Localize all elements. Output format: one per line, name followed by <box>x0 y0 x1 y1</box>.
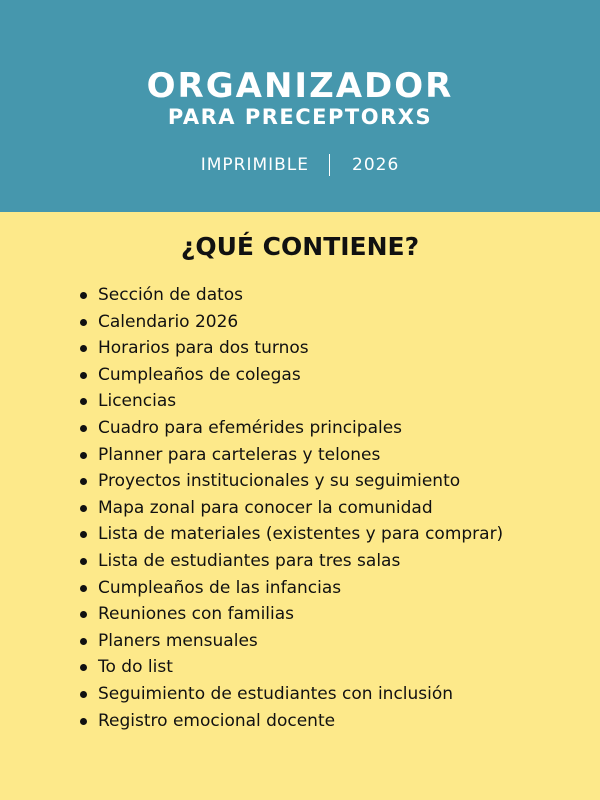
bullet-icon <box>80 292 87 299</box>
bullet-icon <box>80 585 87 592</box>
list-item <box>80 362 503 389</box>
section-title: ¿QUÉ CONTIENE? <box>180 232 420 261</box>
list-item-label: To do list <box>98 657 173 678</box>
bullet-icon <box>80 425 87 432</box>
list-item <box>80 442 503 469</box>
header-banner <box>0 0 600 212</box>
list-item-label: Calendario 2026 <box>98 311 239 332</box>
list-item <box>80 654 503 681</box>
bullet-icon <box>80 345 87 352</box>
list-item <box>80 575 503 602</box>
bullet-icon <box>80 718 87 725</box>
list-item <box>80 282 503 309</box>
bullet-icon <box>80 478 87 485</box>
list-item-label: Sección de datos <box>98 285 244 305</box>
list-item <box>80 708 503 735</box>
list-item <box>80 388 503 415</box>
title-main: ORGANIZADOR <box>146 66 454 106</box>
list-item-label: Proyectos institucionales y su seguimiento <box>98 471 461 492</box>
contents-section <box>0 212 600 800</box>
list-item-label: Cuadro para efemérides principales <box>98 417 403 438</box>
list-item-label: Mapa zonal para conocer la comunidad <box>98 497 433 518</box>
bullet-icon <box>80 691 87 698</box>
list-item-label: Horarios para dos turnos <box>98 338 309 359</box>
bullet-icon <box>80 558 87 565</box>
list-item-label: Lista de estudiantes para tres salas <box>98 550 401 571</box>
list-item-label: Planers mensuales <box>98 630 258 651</box>
meta-line <box>0 154 600 176</box>
bullet-icon <box>80 398 87 405</box>
list-item <box>80 601 503 628</box>
list-item <box>80 521 503 548</box>
list-item <box>80 468 503 495</box>
list-item-label: Registro emocional docente <box>98 710 336 731</box>
list-item-label: Cumpleaños de las infancias <box>98 577 342 598</box>
bullet-icon <box>80 319 87 326</box>
list-item-label: Licencias <box>98 391 177 412</box>
bullet-icon <box>80 452 87 459</box>
list-item <box>80 335 503 362</box>
bullet-icon <box>80 664 87 671</box>
list-item <box>80 548 503 575</box>
format-label: IMPRIMIBLE <box>200 155 310 175</box>
list-item <box>80 681 503 708</box>
list-item-label: Seguimiento de estudiantes con inclusión <box>98 683 454 704</box>
list-item <box>80 495 503 522</box>
bullet-icon <box>80 531 87 538</box>
list-item-label: Lista de materiales (existentes y para comprar) <box>98 524 504 545</box>
bullet-icon <box>80 638 87 645</box>
list-item-label: Planner para carteleras y telones <box>98 444 381 465</box>
separator <box>329 154 330 176</box>
title-subtitle: PARA PRECEPTORXS <box>167 105 433 129</box>
year-label: 2026 <box>352 155 400 175</box>
bullet-icon <box>80 372 87 379</box>
contents-list <box>80 282 503 734</box>
bullet-icon <box>80 505 87 512</box>
list-item <box>80 628 503 655</box>
list-item-label: Reuniones con familias <box>98 604 295 625</box>
list-item <box>80 309 503 336</box>
bullet-icon <box>80 611 87 618</box>
list-item-label: Cumpleaños de colegas <box>98 364 301 385</box>
list-item <box>80 415 503 442</box>
